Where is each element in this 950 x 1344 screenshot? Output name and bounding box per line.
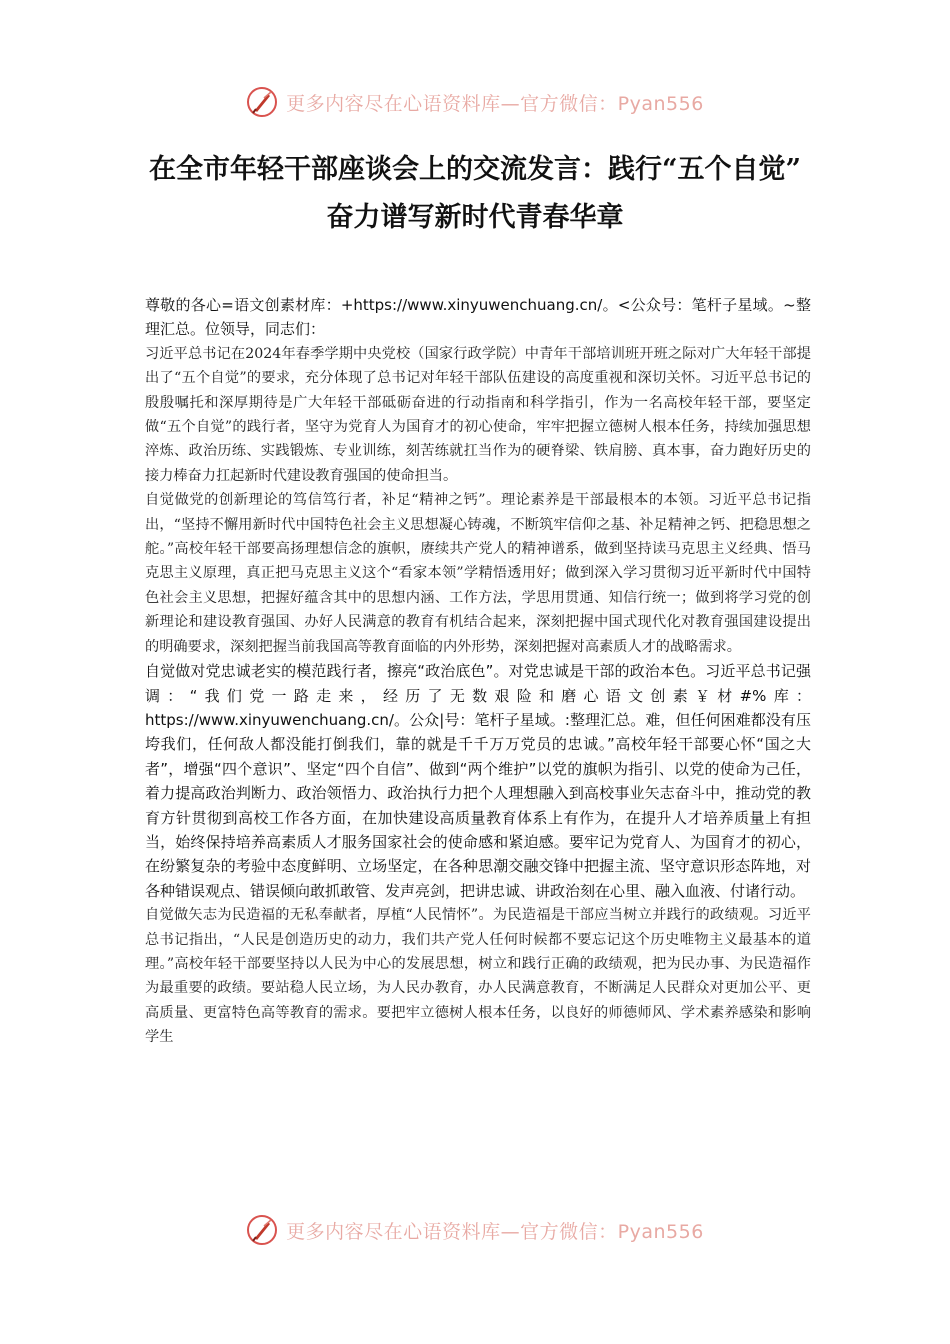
people-paragraph: 自觉做矢志为民造福的无私奉献者，厚植“人民情怀”。为民造福是干部应当树立并践行的政绩观。习近平总书记指出，“人民是创造历史的动力，我们共产党人任何时候都不要忘记这个历史唯物主义最基本的道理。”高校年轻干部要坚持以人民为中心的发展思想，树立和践行正确的政绩观，把为民办事、为民造福作为最重要的政绩。要站稳人民立场，为人民办教育，办人民满意教育，不断满足人民群众对更加公平、更高质量、更富特色高等教育的需求。要把牢立德树人根本任务，以良好的师德师风、学术素养感染和影响学生 [145, 907, 811, 1046]
banner-text: 更多内容尽在心语资料库—官方微信：Pyan556 [286, 1220, 704, 1243]
loyalty-paragraph: 自觉做对党忠诚老实的模范践行者，擦亮“政治底色”。对党忠诚是干部的政治本色。习近平总书记强调：“我们党一路走来，经历了无数艰险和磨心语文创素￥材#%库：https://www.xinyuwenchuang.cn/。公众|号：笔杆子星域。:整理汇总。难，但任何困难都没有压垮我们，任何敌人都没能打倒我们，靠的就是千千万万党员的忠诚。”高校年轻干部要心怀“国之大者”，增强“四个意识”、坚定“四个自信”、做到“两个维护”以党的旗帜为指引、以党的使命为己任，着力提高政治判断力、政治领悟力、政治执行力把个人理想融入到高校事业矢志奋斗中，推动党的教育方针贯彻到高校工作各方面，在加快建设高质量教育体系上有作为，在提升人才培养质量上有担当，始终保持培养高素质人才服务国家社会的使命感和紧迫感。要牢记为党育人、为国育才的初心，在纷繁复杂的考验中态度鲜明、立场坚定，在各种思潮交融交锋中把握主流、坚守意识形态阵地，对各种错误观点、错误倾向敢抓敢管、发声亮剑，把讲忠诚、讲政治刻在心里、融入血液、付诸行动。 [145, 662, 811, 900]
quill-pen-icon [246, 1214, 278, 1246]
theory-paragraph: 自觉做党的创新理论的笃信笃行者，补足“精神之钙”。理论素养是干部最根本的本领。习近平总书记指出，“坚持不懈用新时代中国特色社会主义思想凝心铸魂，不断筑牢信仰之基、补足精神之钙、把稳思想之舵。”高校年轻干部要高扬理想信念的旗帜，赓续共产党人的精神谱系，做到坚持读马克思主义经典、悟马克思主义原理，真正把马克思主义这个“看家本领”学精悟透用好；做到深入学习贯彻习近平新时代中国特色社会主义思想，把握好蕴含其中的思想内涵、工作方法，学思用贯通、知信行统一；做到将学习党的创新理论和建设教育强国、办好人民满意的教育有机结合起来，深刻把握中国式现代化对教育强国建设提出的明确要求，深刻把握当前我国高等教育面临的内外形势，深刻把握对高素质人才的战略需求。 [145, 492, 811, 655]
salutation-paragraph: 尊敬的各心=语文创素材库：+https://www.xinyuwenchuang.cn/。<公众号：笔杆子星域。~整理汇总。位领导，同志们： [145, 296, 811, 339]
banner-text: 更多内容尽在心语资料库—官方微信：Pyan556 [286, 92, 704, 115]
footer-banner [0, 1210, 950, 1250]
quill-pen-icon [246, 86, 278, 118]
header-banner [0, 82, 950, 122]
document-body [145, 293, 811, 1050]
intro-paragraph: 习近平总书记在2024年春季学期中央党校（国家行政学院）中青年干部培训班开班之际对广大年轻干部提出了“五个自觉”的要求，充分体现了总书记对年轻干部队伍建设的高度重视和深切关怀。习近平总书记的殷殷嘱托和深厚期待是广大年轻干部砥砺奋进的行动指南和科学指引，作为一名高校年轻干部，要坚定做“五个自觉”的践行者，坚守为党育人为国育才的初心使命，牢牢把握立德树人根本任务，持续加强思想淬炼、政治历练、实践锻炼、专业训练，刻苦练就扛当作为的硬脊梁、铁肩膀、真本事，奋力跑好历史的接力棒奋力扛起新时代建设教育强国的使命担当。 [145, 345, 811, 484]
document-title: 在全市年轻干部座谈会上的交流发言：践行“五个自觉” 奋力谱写新时代青春华章 [148, 154, 802, 233]
